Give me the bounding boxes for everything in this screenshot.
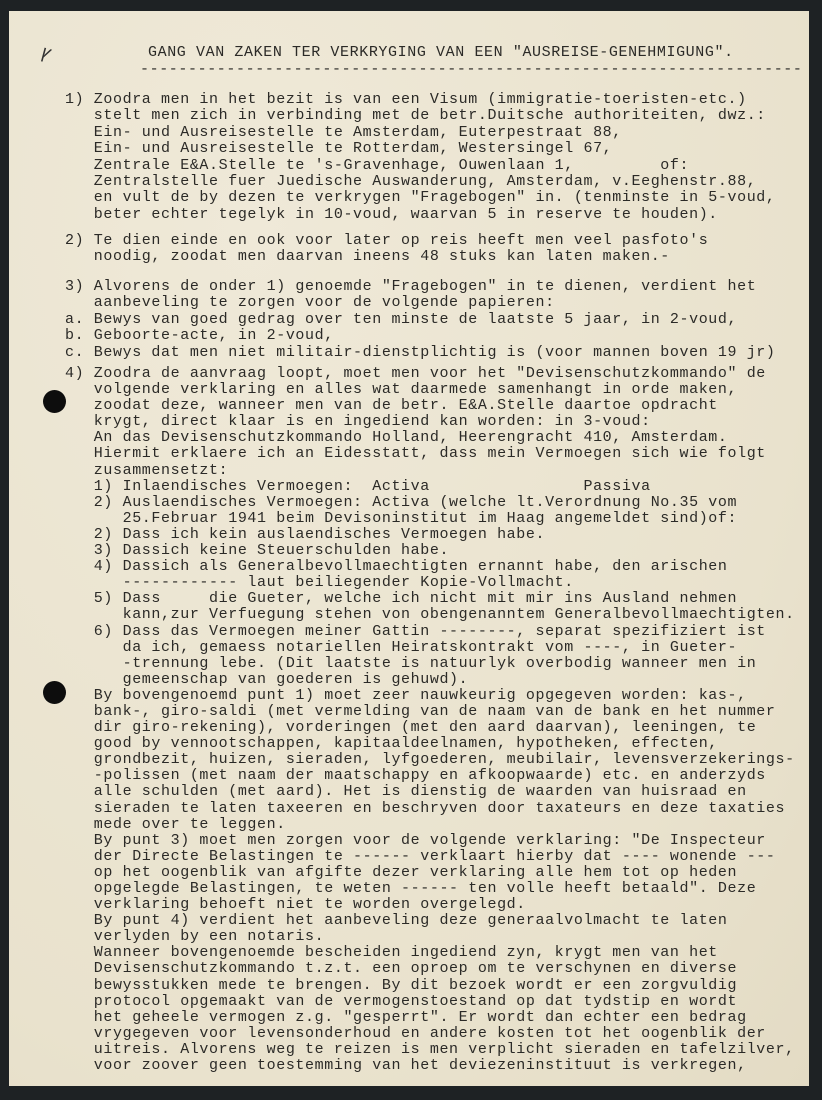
- section-4: [65, 366, 795, 1074]
- text-line: bewysstukken mede te brengen. By dit bezoek wordt er een zorgvuldig: [65, 976, 738, 994]
- text-line: Ein- und Ausreisestelle te Amsterdam, Euterpestraat 88,: [65, 123, 622, 141]
- text-line: -polissen (met naam der maatschappy en afkoopwaarde) etc. en anderzyds: [65, 767, 766, 785]
- punch-hole-top: [43, 390, 66, 413]
- text-line: da ich, gemaess notariellen Heiratskontrakt vom ----, in Gueter-: [65, 638, 738, 656]
- text-line: kann,zur Verfuegung stehen von obengenanntem Generalbevollmaechtigten.: [65, 606, 795, 624]
- text-line: ------------ laut beiliegender Kopie-Vollmacht.: [65, 574, 574, 592]
- text-line: 3) Dassich keine Steuerschulden habe.: [65, 542, 450, 560]
- section-2: [65, 233, 708, 266]
- text-line: aanbeveling te zorgen voor de volgende papieren:: [65, 294, 555, 312]
- title-underline: ---------------------------------------------------------------------: [140, 61, 803, 78]
- text-line: gemeenschap van goederen is gehuwd).: [65, 670, 469, 688]
- text-line: noodig, zoodat men daarvan ineens 48 stuks kan laten maken.-: [65, 248, 670, 266]
- text-line: Hiermit erklaere ich an Eidesstatt, dass mein Vermoegen sich wie folgt: [65, 445, 766, 463]
- text-line: 5) Dass die Gueter, welche ich nicht mit mir ins Ausland nehmen: [65, 590, 738, 608]
- text-line: a. Bewys van goed gedrag over ten minste de laatste 5 jaar, in 2-voud,: [65, 310, 738, 328]
- text-line: beter echter tegelyk in 10-voud, waarvan 5 in reserve te houden).: [65, 205, 718, 223]
- text-line: 4) Zoodra de aanvraag loopt, moet men voor het "Devisenschutzkommando" de: [65, 365, 766, 382]
- text-line: By bovengenoemd punt 1) moet zeer nauwkeurig opgegeven worden: kas-,: [65, 686, 747, 704]
- section-1: [65, 92, 776, 223]
- text-line: 2) Auslaendisches Vermoegen: Activa (welche lt.Verordnung No.35 vom: [65, 493, 738, 511]
- pencil-mark: ꝩ: [39, 41, 54, 64]
- text-line: mede over te leggen.: [65, 815, 286, 833]
- text-line: verklaring behoeft niet te worden overgelegd.: [65, 896, 526, 914]
- text-line: c. Bewys dat men niet militair-dienstplichtig is (voor mannen boven 19 jr): [65, 343, 776, 361]
- text-line: zoodat deze, wanneer men van de betr. E&A.Stelle daartoe opdracht: [65, 397, 718, 415]
- text-line: Zentrale E&A.Stelle te 's-Gravenhage, Ouwenlaan 1, of:: [65, 156, 690, 174]
- text-line: 2) Dass ich kein auslaendisches Vermoegen habe.: [65, 525, 546, 543]
- text-line: 25.Februar 1941 beim Devisoninstitut im Haag angemeldet sind)of:: [65, 509, 738, 527]
- text-line: het geheele vermogen z.g. "gesperrt". Er wordt dan echter een bedrag: [65, 1008, 747, 1026]
- text-line: der Directe Belastingen te ------ verklaart hierby dat ---- wonende ---: [65, 847, 776, 865]
- text-line: voor zoover geen toestemming van het deviezeninstituut is verkregen,: [65, 1057, 747, 1075]
- text-line: zusammensetzt:: [65, 461, 229, 479]
- text-line: krygt, direct klaar is en ingediend kan worden: in 3-voud:: [65, 413, 651, 431]
- text-line: Ein- und Ausreisestelle te Rotterdam, Westersingel 67,: [65, 140, 613, 158]
- text-line: opgelegde Belastingen, te weten ------ ten volle heeft betaald". Deze: [65, 880, 757, 897]
- text-line: Devisenschutzkommando t.z.t. een oproep om te verschynen en diverse: [65, 960, 738, 978]
- text-line: 2) Te dien einde en ook voor later op reis heeft men veel pasfoto's: [65, 232, 709, 249]
- text-line: dir giro-rekening), vorderingen (met den aard daarvan), leeningen, te: [65, 719, 757, 737]
- text-line: By punt 3) moet men zorgen voor de volgende verklaring: "De Inspecteur: [65, 831, 766, 849]
- text-line: Zentralstelle fuer Juedische Auswanderung, Amsterdam, v.Eeghenstr.88,: [65, 172, 757, 190]
- text-line: Wanneer bovengenoemde bescheiden ingediend zyn, krygt men van het: [65, 944, 718, 962]
- text-line: alle schulden (met aard). Het is dienstig de waarden van huisraad en: [65, 783, 747, 801]
- text-line: An das Devisenschutzkommando Holland, Heerengracht 410, Amsterdam.: [65, 429, 728, 447]
- text-line: 3) Alvorens de onder 1) genoemde "Fragebogen" in te dienen, verdient het: [65, 278, 757, 295]
- text-line: uitreis. Alvorens weg te reizen is men verplicht sieraden en tafelzilver,: [65, 1040, 795, 1058]
- text-line: 6) Dass das Vermoegen meiner Gattin --------, separat spezifiziert ist: [65, 622, 766, 640]
- text-line: grondbezit, huizen, sieraden, lyfgoederen, meubilair, levensverzekerings-: [65, 751, 795, 769]
- text-line: sieraden te laten taxeeren en beschryven door taxateurs en deze taxaties: [65, 799, 786, 817]
- text-line: volgende verklaring en alles wat daarmede samenhangt in orde maken,: [65, 381, 738, 399]
- text-line: good by vennootschappen, kapitaaldeelnamen, hypotheken, effecten,: [65, 735, 718, 753]
- document-title: GANG VAN ZAKEN TER VERKRYGING VAN EEN "AUSREISE-GENEHMIGUNG".: [148, 44, 734, 61]
- text-line: op het oogenblik van afgifte dezer verklaring alle hem tot op heden: [65, 863, 738, 881]
- text-line: stelt men zich in verbinding met de betr.Duitsche authoriteiten, dwz.:: [65, 107, 766, 125]
- text-line: verlyden by een notaris.: [65, 928, 325, 946]
- text-line: 4) Dassich als Generalbevollmaechtigten ernannt habe, den arischen: [65, 558, 728, 576]
- punch-hole-bottom: [43, 681, 66, 704]
- text-line: bank-, giro-saldi (met vermelding van de naam van de bank en het nummer: [65, 702, 776, 720]
- text-line: protocol opgemaakt van de vermogenstoestand op dat tydstip en wordt: [65, 992, 738, 1010]
- text-line: 1) Zoodra men in het bezit is van een Visum (immigratie-toeristen-etc.): [65, 91, 747, 108]
- text-line: 1) Inlaendisches Vermoegen: Activa Passiva: [65, 477, 651, 495]
- text-line: b. Geboorte-acte, in 2-voud,: [65, 327, 334, 345]
- section-3: [65, 279, 776, 361]
- text-line: vrygegeven voor levensonderhoud en andere kosten tot het oogenblik der: [65, 1024, 766, 1042]
- text-line: -trennung lebe. (Dit laatste is natuurlyk overbodig wanneer men in: [65, 654, 757, 672]
- text-line: en vult de by dezen te verkrygen "Fragebogen" in. (tenminste in 5-voud,: [65, 189, 776, 207]
- text-line: By punt 4) verdient het aanbeveling deze generaalvolmacht te laten: [65, 912, 728, 930]
